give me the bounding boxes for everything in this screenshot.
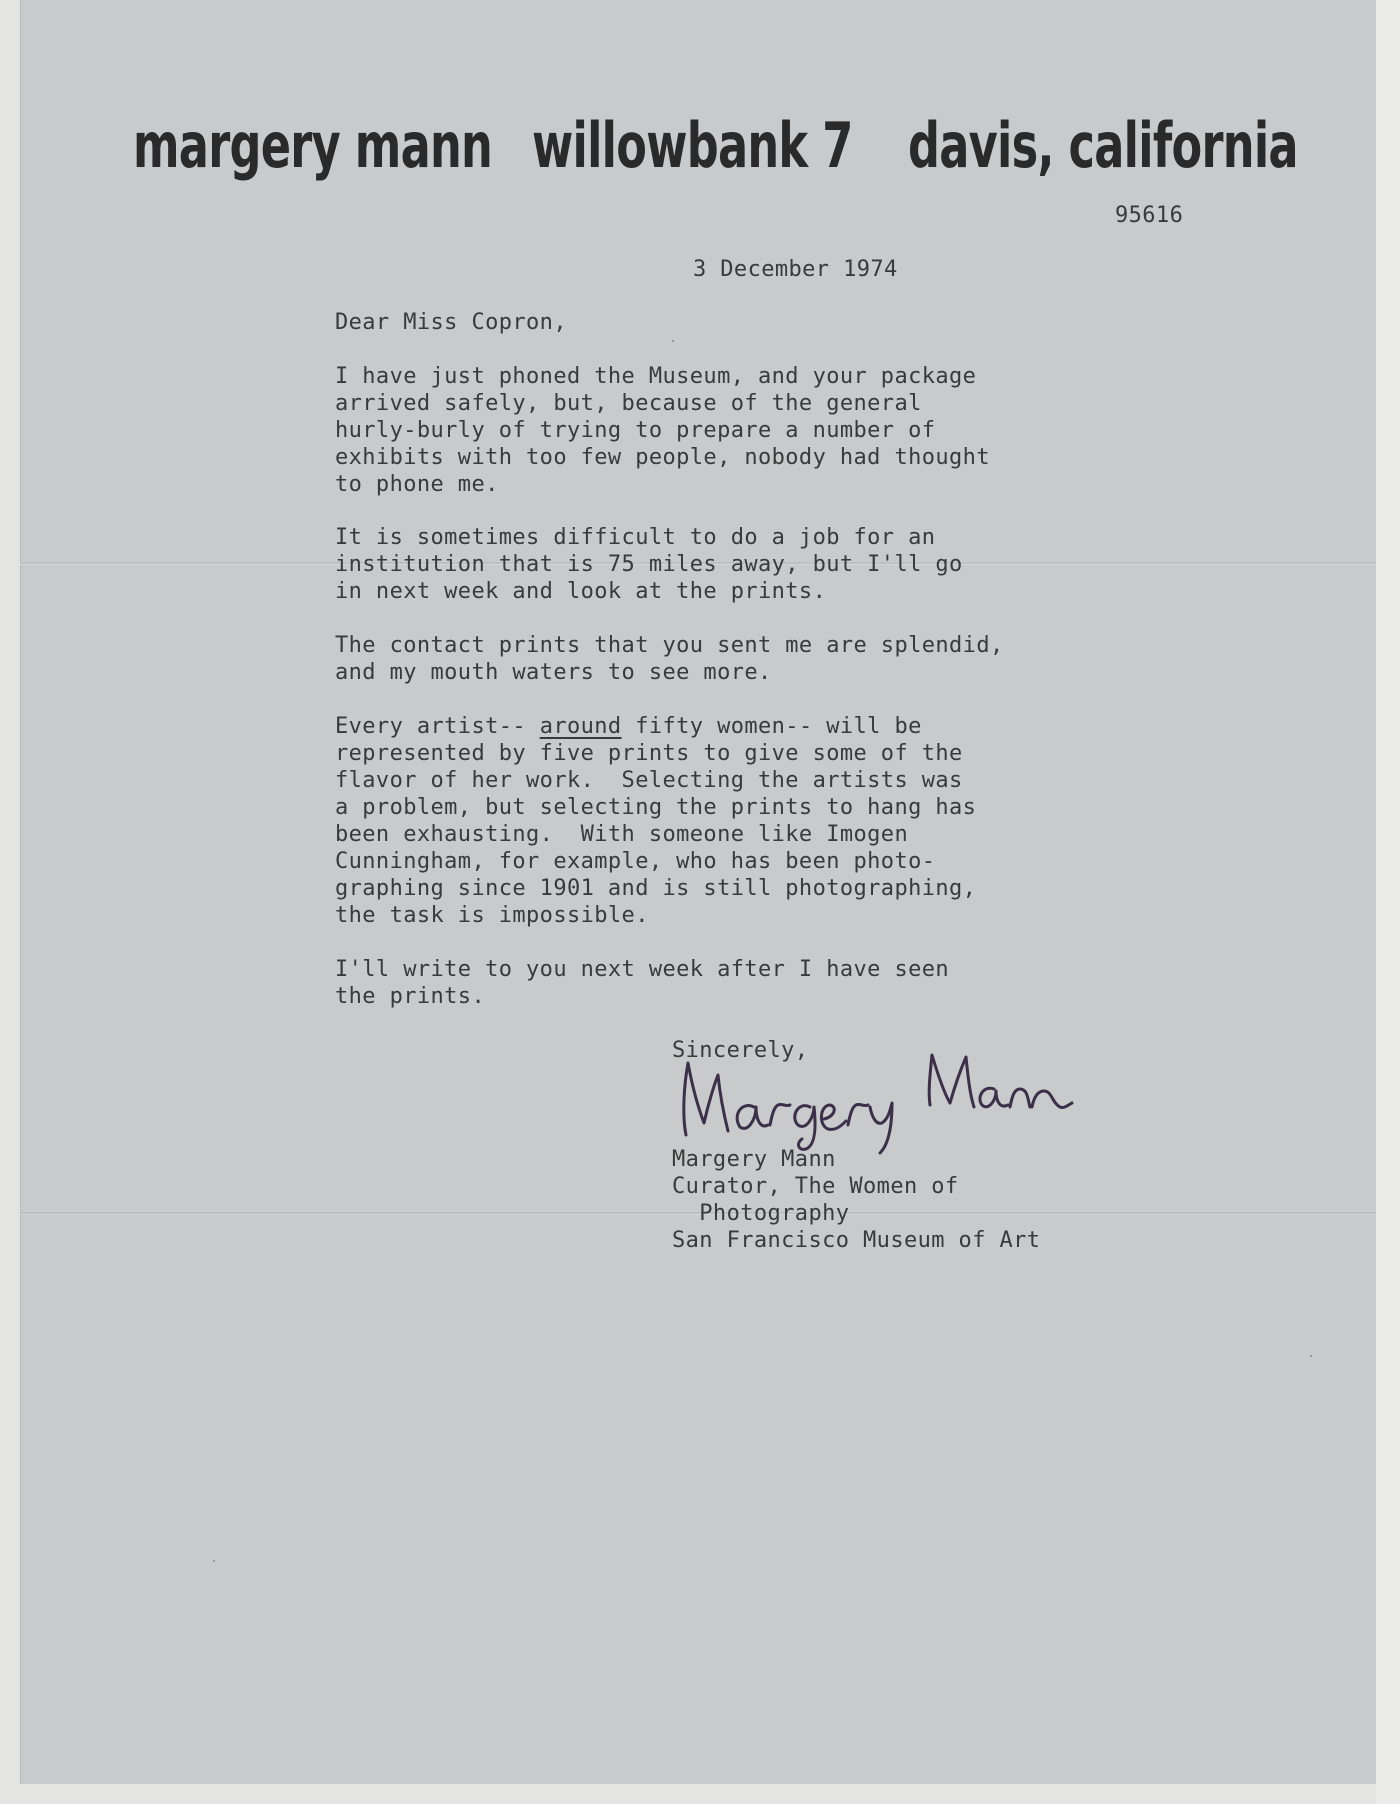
text-line: graphing since 1901 and is still photographing, [335, 876, 977, 901]
text-line: a problem, but selecting the prints to hang has [335, 795, 977, 820]
signer-institution: San Francisco Museum of Art [672, 1228, 1041, 1253]
salutation: Dear Miss Copron, [335, 310, 567, 335]
text-line: been exhausting. With someone like Imogen [335, 822, 909, 847]
text-line [335, 713, 976, 740]
text-line: The contact prints that you sent me are splendid, [335, 633, 1004, 658]
letterhead-name: margery mann [133, 109, 493, 182]
text-line: exhibits with too few people, nobody had thought [335, 445, 990, 470]
text-segment: fifty women-- will be [621, 714, 922, 739]
paper-speck [672, 340, 674, 342]
paragraph-4 [335, 713, 976, 929]
paper-speck [213, 1560, 215, 1562]
text-segment: Every artist-- [335, 714, 540, 739]
background-edge [1376, 0, 1400, 1804]
paragraph-5 [335, 956, 949, 1010]
text-line: the prints. [335, 984, 486, 1009]
text-line: institution that is 75 miles away, but I'll go [335, 552, 963, 577]
text-line: I have just phoned the Museum, and your package [335, 364, 977, 389]
handwritten-signature [668, 1045, 1108, 1155]
text-line: It is sometimes difficult to do a job for an [335, 525, 936, 550]
text-line: arrived safely, but, because of the general [335, 391, 922, 416]
text-line: and my mouth waters to see more. [335, 660, 772, 685]
text-line: hurly-burly of trying to prepare a number of [335, 418, 936, 443]
signer-name: Margery Mann [672, 1147, 836, 1172]
text-line: in next week and look at the prints. [335, 579, 827, 604]
closing: Sincerely, [672, 1038, 809, 1063]
signer-title: Curator, The Women of [672, 1174, 959, 1199]
signer-title-continued: Photography [672, 1201, 850, 1226]
signature-block [672, 1146, 1040, 1254]
paragraph-2 [335, 524, 963, 605]
text-line: to phone me. [335, 472, 499, 497]
underlined-word: around [539, 714, 622, 739]
text-line: Cunningham, for example, who has been photo- [335, 849, 936, 874]
text-line: flavor of her work. Selecting the artists was [335, 768, 963, 793]
letter-date: 3 December 1974 [693, 257, 898, 282]
letterhead-zip: 95616 [1115, 203, 1184, 228]
paragraph-3 [335, 632, 1004, 686]
paper-speck [1310, 1355, 1312, 1357]
text-line: represented by five prints to give some of the [335, 741, 963, 766]
letterhead-city: davis, california [908, 109, 1298, 182]
letterhead-street: willowbank 7 [532, 109, 853, 182]
paragraph-1 [335, 363, 990, 498]
text-line: the task is impossible. [335, 903, 649, 928]
text-line: I'll write to you next week after I have seen [335, 957, 950, 982]
